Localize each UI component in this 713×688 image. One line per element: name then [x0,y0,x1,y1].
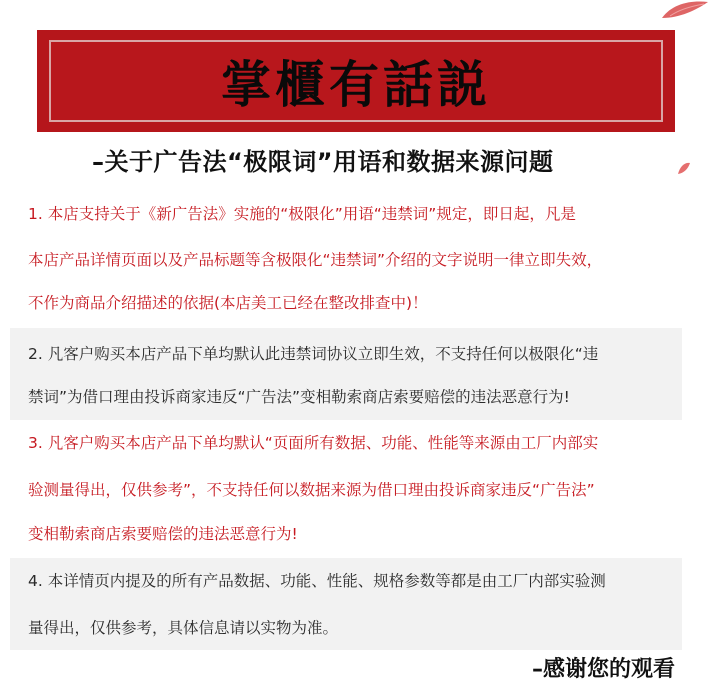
petal-decoration-icon [676,160,692,176]
title-banner-frame [49,40,663,122]
notice-line: 变相勒索商店索要赔偿的违法恶意行为! [28,525,298,543]
notice-line: 4. 本详情页内提及的所有产品数据、功能、性能、规格参数等都是由工厂内部实验测 [28,572,606,590]
banner-title: 掌櫃有話説 [221,55,491,114]
thanks-text: –感谢您的观看 [531,657,675,682]
notice-line: 验测量得出，仅供参考”，不支持任何以数据来源为借口理由投诉商家违反“广告法” [28,481,595,499]
notice-section-2 [10,328,682,420]
notice-section-4 [10,558,682,650]
title-banner [37,30,675,132]
notice-line: 不作为商品介绍描述的依据(本店美工已经在整改排查中)！ [28,294,428,312]
notice-line: 禁词”为借口理由投诉商家违反“广告法”变相勒索商店索要赔偿的违法恶意行为! [28,388,570,406]
notice-line: 量得出，仅供参考，具体信息请以实物为准。 [28,619,339,637]
notice-line: 1. 本店支持关于《新广告法》实施的“极限化”用语“违禁词”规定，即日起，凡是 [28,205,576,223]
petal-decoration-icon [660,0,710,22]
notice-line: 本店产品详情页面以及产品标题等含极限化“违禁词”介绍的文字说明一律立即失效， [28,251,603,269]
subtitle: –关于广告法“极限词”用语和数据来源问题 [92,148,554,176]
notice-section-1 [10,184,682,326]
notice-line: 3. 凡客户购买本店产品下单均默认“页面所有数据、功能、性能等来源由工厂内部实 [28,434,599,452]
notice-section-3 [10,420,682,558]
notice-line: 2. 凡客户购买本店产品下单均默认此违禁词协议立即生效，不支持任何以极限化“违 [28,345,599,363]
